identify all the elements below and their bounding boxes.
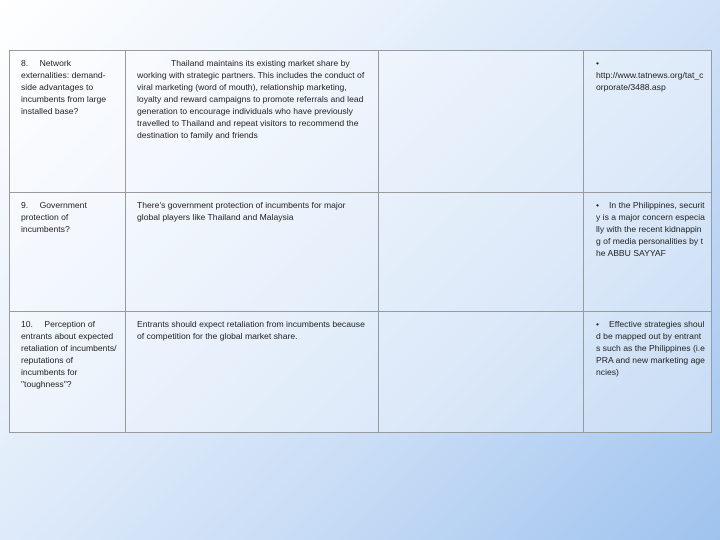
bullet-icon: • xyxy=(596,200,600,210)
table-row xyxy=(10,51,712,193)
empty-cell xyxy=(379,193,584,312)
question-cell xyxy=(10,193,126,312)
note-cell xyxy=(584,51,712,193)
note-cell xyxy=(584,193,712,312)
question-number: 9. xyxy=(21,200,29,210)
empty-cell xyxy=(379,312,584,433)
answer-cell xyxy=(126,312,379,433)
question-text: Government protection of incumbents? xyxy=(21,200,87,234)
empty-cell xyxy=(379,51,584,193)
answer-cell xyxy=(126,193,379,312)
note-cell xyxy=(584,312,712,433)
analysis-table xyxy=(9,50,712,433)
answer-text: Entrants should expect retaliation from incumbents because of competition for the global market share. xyxy=(137,319,365,341)
note-text: In the Philippines, security is a major concern especially with the recent kidnapping of media personalities by the ABBU SAYYAF xyxy=(596,200,705,258)
question-cell xyxy=(10,312,126,433)
question-text: Perception of entrants about expected retaliation of incumbents/ reputations of incumbents for "toughness"? xyxy=(21,319,117,389)
question-text: Network externalities: demand-side advantages to incumbents from large installed base? xyxy=(21,58,107,116)
answer-text: Thailand maintains its existing market share by working with strategic partners. This includes the conduct of viral marketing (word of mouth), relationship marketing, loyalty and reward campaigns to promote referrals and lead generation to encourage individuals who have previously travelled to Thailand and repeat visitors to recommend the destination to family and friends xyxy=(137,58,365,140)
bullet-icon: • xyxy=(596,319,600,329)
answer-text: There's government protection of incumbents for major global players like Thailand and Malaysia xyxy=(137,200,346,222)
note-text: Effective strategies should be mapped out by entrants such as the Philippines (i.e PRA and new marketing agencies) xyxy=(596,319,705,377)
question-number: 10. xyxy=(21,319,33,329)
bullet-icon: • xyxy=(596,58,600,68)
table-row xyxy=(10,312,712,433)
question-number: 8. xyxy=(21,58,29,68)
note-link[interactable]: http://www.tatnews.org/tat_corporate/3488.asp xyxy=(596,70,704,92)
answer-cell xyxy=(126,51,379,193)
question-cell xyxy=(10,51,126,193)
table-row xyxy=(10,193,712,312)
